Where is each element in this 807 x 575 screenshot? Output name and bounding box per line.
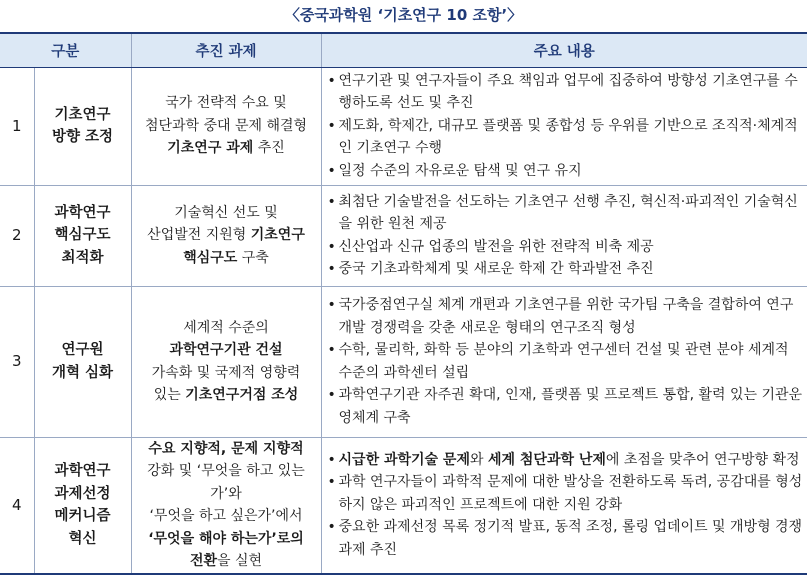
- row-number: 1: [0, 67, 34, 185]
- category-line: 메커니즘: [54, 508, 111, 524]
- row-task: [131, 437, 321, 574]
- content-item: [328, 258, 804, 281]
- text-segment: 구축: [237, 249, 269, 266]
- content-item: [328, 339, 804, 384]
- task-line: [136, 339, 317, 362]
- task-line: [136, 92, 317, 115]
- category-line: 연구원: [61, 342, 104, 358]
- category-line: 기초연구: [54, 106, 111, 123]
- bold-text: 기초연구거점 조성: [185, 387, 299, 403]
- text-segment: 국가중점연구실 체계 개편과 기초연구를 위한 국가팀 구축을 결합하여 연구개발 경쟁력을 갖춘 새로운 형태의 연구조직 형성: [338, 297, 794, 336]
- text-segment: 와: [469, 451, 488, 468]
- bold-text: 기초연구 과제: [167, 140, 254, 157]
- content-item: [328, 384, 804, 429]
- task-line: [136, 550, 317, 573]
- header-content: 주요 내용: [321, 33, 807, 67]
- header-task: 추진 과제: [131, 33, 321, 67]
- task-line: [136, 438, 317, 461]
- task-line: [136, 202, 317, 225]
- text-segment: 일정 수준의 자유로운 탐색 및 연구 유지: [338, 162, 582, 179]
- text-segment: 산업발전 지원형: [147, 227, 251, 244]
- row-task: [131, 67, 321, 185]
- category-line: 과학연구: [54, 204, 111, 221]
- text-segment: 연구기관 및 연구자들이 주요 책임과 업무에 집중하여 방향성 기초연구를 수행하도록 선도 및 추진: [338, 72, 798, 112]
- task-line: [136, 460, 317, 505]
- row-number: 3: [0, 286, 34, 437]
- category-line: 핵심구도: [54, 227, 111, 244]
- row-content: [321, 185, 807, 286]
- row-category: [34, 437, 131, 574]
- text-segment: 중국 기초과학체계 및 새로운 학제 간 학과발전 추진: [338, 261, 654, 277]
- row-content: [321, 67, 807, 185]
- row-content: [321, 286, 807, 437]
- bold-text: ‘무엇을 해야 하는가’로의: [148, 530, 304, 547]
- table-row: [0, 286, 807, 437]
- text-segment: 중요한 과제선정 목록 정기적 발표, 동적 조정, 롤링 업데이트 및 개방형 경쟁 과제 추진: [338, 519, 803, 558]
- text-segment: 가속화 및 국제적 영향력: [151, 364, 301, 381]
- task-line: [136, 115, 317, 138]
- text-segment: 신산업과 신규 업종의 발전을 위한 전략적 비축 제공: [338, 238, 654, 255]
- text-segment: 수학, 물리학, 화학 등 분야의 기초학과 연구센터 건설 및 관련 분야 세계적 수준의 과학센터 설립: [338, 342, 789, 381]
- content-item: [328, 449, 804, 472]
- text-segment: 추진: [253, 140, 285, 157]
- content-item: [328, 115, 804, 160]
- row-category: [34, 286, 131, 437]
- table-row: [0, 67, 807, 185]
- text-segment: 에 초점을 맞추어 연구방향 확정: [605, 451, 800, 468]
- bold-text: 시급한 과학기술 문제: [338, 451, 470, 468]
- content-item: [328, 160, 804, 183]
- ten-articles-table: [0, 32, 807, 575]
- bold-text: 기초연구: [250, 227, 305, 244]
- text-segment: 첨단과학 중대 문제 해결형: [144, 117, 308, 134]
- row-number: 4: [0, 437, 34, 574]
- table-row: [0, 185, 807, 286]
- bold-text: 세계 첨단과학 난제: [487, 451, 606, 468]
- row-content: [321, 437, 807, 574]
- task-line: [136, 247, 317, 270]
- header-category: 구분: [0, 33, 131, 67]
- content-item: [328, 191, 804, 236]
- text-segment: 강화 및 ‘무엇을 하고 있는가’와: [147, 463, 305, 502]
- task-line: [136, 505, 317, 528]
- task-line: [136, 362, 317, 385]
- category-line: 과제선정: [54, 485, 111, 502]
- text-segment: 국가 전략적 수요 및: [165, 95, 287, 112]
- category-line: 개혁 심화: [51, 364, 114, 381]
- text-segment: 과학 연구자들이 과학적 문제에 대한 발상을 전환하도록 독려, 공감대를 형성하지 않은 파괴적인 프로젝트에 대한 지원 강화: [338, 474, 803, 513]
- table-row: [0, 437, 807, 574]
- task-line: [136, 224, 317, 247]
- bold-text: 전환: [189, 553, 218, 569]
- table-title: 〈중국과학원 ‘기초연구 10 조항’〉: [284, 6, 523, 24]
- category-line: 방향 조정: [51, 129, 114, 145]
- text-segment: ‘무엇을 하고 싶은가’에서: [149, 508, 303, 524]
- row-task: [131, 286, 321, 437]
- category-line: 혁신: [68, 530, 97, 547]
- category-line: 과학연구: [54, 463, 111, 479]
- text-segment: 과학연구기관 자주권 확대, 인재, 플랫폼 및 프로젝트 통합, 활력 있는 기관운영체계 구축: [338, 387, 803, 426]
- content-item: [328, 236, 804, 259]
- text-segment: 제도화, 학제간, 대규모 플랫폼 및 종합성 등 우위를 기반으로 조직적·체계적인 기초연구 수행: [338, 117, 798, 157]
- content-item: [328, 516, 804, 561]
- row-number: 2: [0, 185, 34, 286]
- content-item: [328, 471, 804, 516]
- category-line: 최적화: [61, 249, 104, 266]
- task-line: [136, 384, 317, 407]
- row-category: [34, 185, 131, 286]
- content-item: [328, 294, 804, 339]
- content-item: [328, 70, 804, 115]
- task-line: [136, 528, 317, 551]
- row-task: [131, 185, 321, 286]
- task-line: [136, 137, 317, 160]
- text-segment: 있는: [153, 387, 186, 403]
- text-segment: 을 실현: [217, 553, 263, 569]
- bold-text: 과학연구기관 건설: [169, 342, 283, 358]
- bold-text: 핵심구도: [183, 249, 238, 266]
- task-line: [136, 317, 317, 340]
- bold-text: 수요 지향적, 문제 지향적: [148, 440, 304, 457]
- text-segment: 기술혁신 선도 및: [174, 204, 278, 221]
- header-row: [0, 33, 807, 67]
- text-segment: 세계적 수준의: [183, 319, 269, 336]
- row-category: [34, 67, 131, 185]
- text-segment: 최첨단 기술발전을 선도하는 기초연구 선행 추진, 혁신적·파괴적인 기술혁신을 위한 원천 제공: [338, 193, 798, 232]
